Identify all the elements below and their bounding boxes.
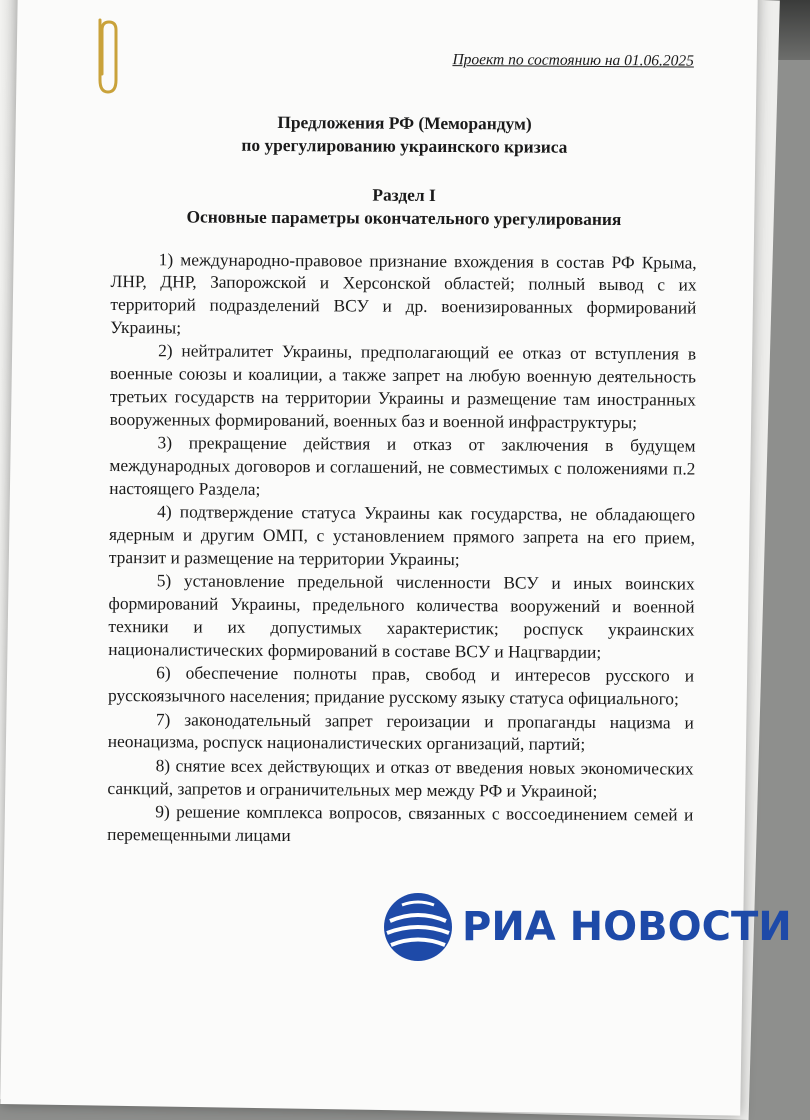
document-content [107, 46, 698, 850]
provision-item-4: 4) подтверждение статуса Украины как государства, не обладающего ядерным и другим ОМП, с установлением прямого запрета на его прием, транзит и размещение на территории Украины; [108, 501, 696, 569]
provision-item-6: 6) обеспечение полноты прав, свобод и интересов русского и русскоязычного населения; придание русскому языку статуса официального; [107, 662, 695, 709]
ria-novosti-watermark [382, 884, 792, 970]
draft-date-stamp: Проект по состоянию на 01.06.2025 [452, 51, 694, 70]
section-title: Основные параметры окончательного урегулирования [186, 206, 622, 229]
provision-item-2: 2) нейтралитет Украины, предполагающий ее отказ от вступления в военные союзы и коалиции, а также запрет на любую военную деятельность третьих государств на территории Украины и размещение там иностранных вооруженных формирований, военных баз и военной инфраструктуры; [109, 340, 697, 432]
document-title-line-2: по урегулированию украинского кризиса [241, 134, 568, 157]
section-number: Раздел I [372, 184, 436, 205]
provision-item-8: 8) снятие всех действующих и отказ от введения новых экономических санкций, запретов и ограничительных мер между РФ и Украиной; [107, 755, 694, 801]
provisions-list [107, 248, 697, 850]
provision-item-3: 3) прекращение действия и отказ от заключения в будущем международных договоров и соглашений, не совместимых с положениями п.2 настоящего Раздела; [109, 432, 696, 499]
provision-item-5: 5) установление предельной численности ВСУ и иных воинских формирований Украины, предельного количества вооружений и военной техники и их допустимых характеристик; роспуск украинских националистических формирований в составе ВСУ и Нацгвардии; [108, 570, 695, 662]
document-title-line-1: Предложения РФ (Меморандум) [277, 111, 532, 134]
watermark-text: РИА НОВОСТИ [462, 904, 792, 950]
provision-item-7: 7) законодательный запрет героизации и пропаганды нацизма и неонацизма, роспуск националистических организаций, партий; [107, 708, 694, 755]
provision-item-9: 9) решение комплекса вопросов, связанных с воссоединением семей и перемещенными лицами [107, 801, 694, 846]
ria-globe-icon [382, 891, 454, 963]
provision-item-1: 1) международно-правовое признание вхождения в состав РФ Крыма, ЛНР, ДНР, Запорожской и Херсонской областей; полный вывод с их территорий подразделений ВСУ и др. военизированных формирований Украины; [110, 248, 697, 338]
